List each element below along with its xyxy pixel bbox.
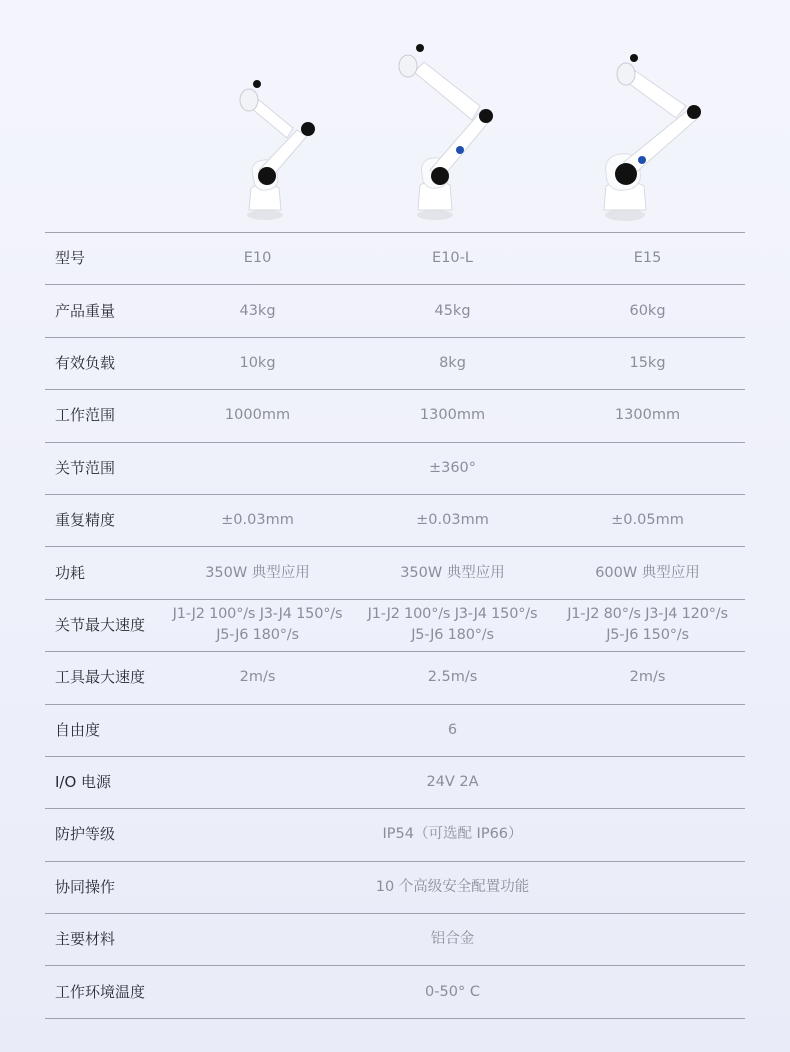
row-label: 工作环境温度	[45, 966, 160, 1018]
table-row-weight	[45, 285, 745, 337]
robot-images	[0, 0, 790, 232]
cell-value: 45kg	[355, 285, 550, 337]
cell-value-merged: 铝合金	[160, 914, 745, 966]
cell-value: 1000mm	[160, 390, 355, 442]
cell-value	[160, 599, 355, 651]
row-label: 关节最大速度	[45, 599, 160, 651]
cell-line: J1-J2 100°/s J3-J4 150°/s	[367, 606, 538, 623]
cell-line: J5-J6 180°/s	[411, 627, 494, 644]
row-label: 重复精度	[45, 494, 160, 546]
table-row-tool-speed	[45, 652, 745, 704]
table-row-joint-speed	[45, 599, 745, 651]
row-label: 工作范围	[45, 390, 160, 442]
cell-value-merged: 10 个高级安全配置功能	[160, 861, 745, 913]
cell-value: 8kg	[355, 337, 550, 389]
cell-value: 350W 典型应用	[355, 547, 550, 599]
cell-value-merged: 0-50° C	[160, 966, 745, 1018]
cell-value: 15kg	[550, 337, 745, 389]
cell-value: 1300mm	[355, 390, 550, 442]
cell-line: J1-J2 100°/s J3-J4 150°/s	[172, 606, 343, 623]
cell-line: J5-J6 150°/s	[606, 627, 689, 644]
table-row-payload	[45, 337, 745, 389]
row-label: 有效负载	[45, 337, 160, 389]
cell-value	[355, 599, 550, 651]
row-label: 防护等级	[45, 809, 160, 861]
cell-value: ±0.05mm	[550, 494, 745, 546]
cell-value: ±0.03mm	[355, 494, 550, 546]
spec-table	[45, 232, 745, 1019]
row-label: 关节范围	[45, 442, 160, 494]
table-row-collaboration	[45, 861, 745, 913]
row-label: 功耗	[45, 547, 160, 599]
cell-value: 1300mm	[550, 390, 745, 442]
cell-value	[550, 599, 745, 651]
cell-value: 60kg	[550, 285, 745, 337]
table-row-reach	[45, 390, 745, 442]
robot-arm-e10-image	[225, 70, 335, 225]
table-row-dof	[45, 704, 745, 756]
row-label: 协同操作	[45, 861, 160, 913]
row-label: I/O 电源	[45, 756, 160, 808]
cell-value: 350W 典型应用	[160, 547, 355, 599]
table-row-protection	[45, 809, 745, 861]
row-label: 产品重量	[45, 285, 160, 337]
cell-line: J1-J2 80°/s J3-J4 120°/s	[567, 606, 728, 623]
table-row-model	[45, 233, 745, 285]
cell-value: 10kg	[160, 337, 355, 389]
cell-value: 2m/s	[160, 652, 355, 704]
cell-value: 600W 典型应用	[550, 547, 745, 599]
cell-value-merged: IP54（可选配 IP66）	[160, 809, 745, 861]
row-label: 自由度	[45, 704, 160, 756]
table-row-temperature	[45, 966, 745, 1018]
robot-arm-e10l-image	[390, 40, 510, 225]
cell-value: E10	[160, 233, 355, 285]
cell-value-merged: 6	[160, 704, 745, 756]
table-row-joint-range	[45, 442, 745, 494]
robot-arm-e15-image	[590, 50, 710, 225]
table-row-repeatability	[45, 494, 745, 546]
row-label: 工具最大速度	[45, 652, 160, 704]
row-label: 型号	[45, 233, 160, 285]
table-row-io-power	[45, 756, 745, 808]
cell-line: J5-J6 180°/s	[216, 627, 299, 644]
cell-value-merged: 24V 2A	[160, 756, 745, 808]
cell-value: 2.5m/s	[355, 652, 550, 704]
cell-value: 43kg	[160, 285, 355, 337]
cell-value: ±0.03mm	[160, 494, 355, 546]
cell-value: E15	[550, 233, 745, 285]
table-row-power	[45, 547, 745, 599]
table-row-material	[45, 914, 745, 966]
row-label: 主要材料	[45, 914, 160, 966]
cell-value-merged: ±360°	[160, 442, 745, 494]
cell-value: 2m/s	[550, 652, 745, 704]
cell-value: E10-L	[355, 233, 550, 285]
